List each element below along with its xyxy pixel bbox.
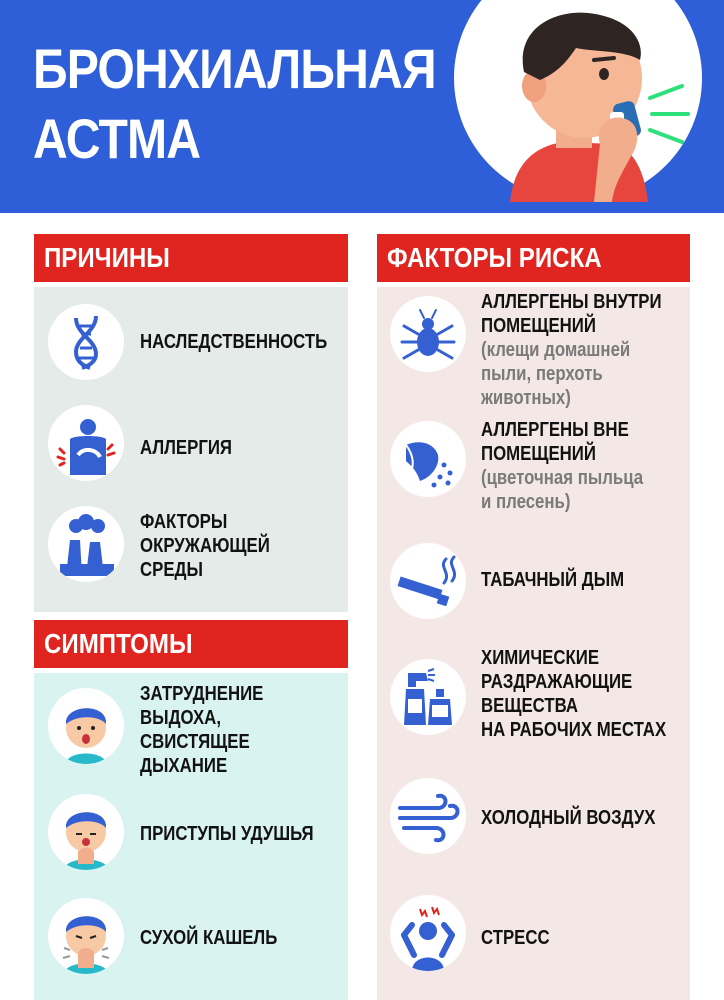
risk-label-outdoor-allergens: АЛЛЕРГЕНЫ ВНЕ ПОМЕЩЕНИЙ (цветочная пыльца и плесень) <box>481 419 644 513</box>
symptom-label-choking: ПРИСТУПЫ УДУШЬЯ <box>140 823 314 845</box>
page-title <box>33 34 436 174</box>
flower-pollen-icon <box>390 421 466 497</box>
causes-heading: ПРИЧИНЫ <box>34 234 348 282</box>
title-line-2: АСТМА <box>33 107 201 170</box>
allergy-icon <box>48 405 124 481</box>
dna-icon <box>48 304 124 380</box>
cause-label-environment: ФАКТОРЫ ОКРУЖАЮЩЕЙ СРЕДЫ <box>140 511 270 581</box>
spray-bottles-icon <box>390 659 466 735</box>
coughing-face-icon <box>48 898 124 974</box>
symptoms-heading: СИМПТОМЫ <box>34 620 348 668</box>
risk-label-chemicals: ХИМИЧЕСКИЕ РАЗДРАЖАЮЩИЕ ВЕЩЕСТВА НА РАБОЧИХ МЕСТАХ <box>481 647 667 741</box>
wheezing-face-icon <box>48 688 124 764</box>
risk-label-indoor-allergens: АЛЛЕРГЕНЫ ВНУТРИ ПОМЕЩЕНИЙ (клещи домашней пыли, перхоть животных) <box>481 291 662 409</box>
risk-factors-heading: ФАКТОРЫ РИСКА <box>377 234 690 282</box>
cause-label-allergy: АЛЛЕРГИЯ <box>140 437 233 459</box>
title-line-1: БРОНХИАЛЬНАЯ <box>33 37 436 100</box>
cause-label-heredity: НАСЛЕДСТВЕННОСТЬ <box>140 331 328 353</box>
boy-with-inhaler-icon <box>444 0 708 202</box>
symptom-label-wheezing: ЗАТРУДНЕНИЕ ВЫДОХА, СВИСТЯЩЕЕ ДЫХАНИЕ <box>140 683 264 777</box>
risk-label-stress: СТРЕСС <box>481 927 550 949</box>
risk-label-cold-air: ХОЛОДНЫЙ ВОЗДУХ <box>481 807 656 829</box>
factory-icon <box>48 506 124 582</box>
risk-label-tobacco: ТАБАЧНЫЙ ДЫМ <box>481 569 625 591</box>
stress-person-icon <box>390 895 466 971</box>
choking-face-icon <box>48 794 124 870</box>
cold-wind-icon <box>390 778 466 854</box>
symptom-label-dry-cough: СУХОЙ КАШЕЛЬ <box>140 927 278 949</box>
cigarette-icon <box>390 543 466 619</box>
header-banner <box>0 0 724 213</box>
dust-mite-icon <box>390 296 466 372</box>
